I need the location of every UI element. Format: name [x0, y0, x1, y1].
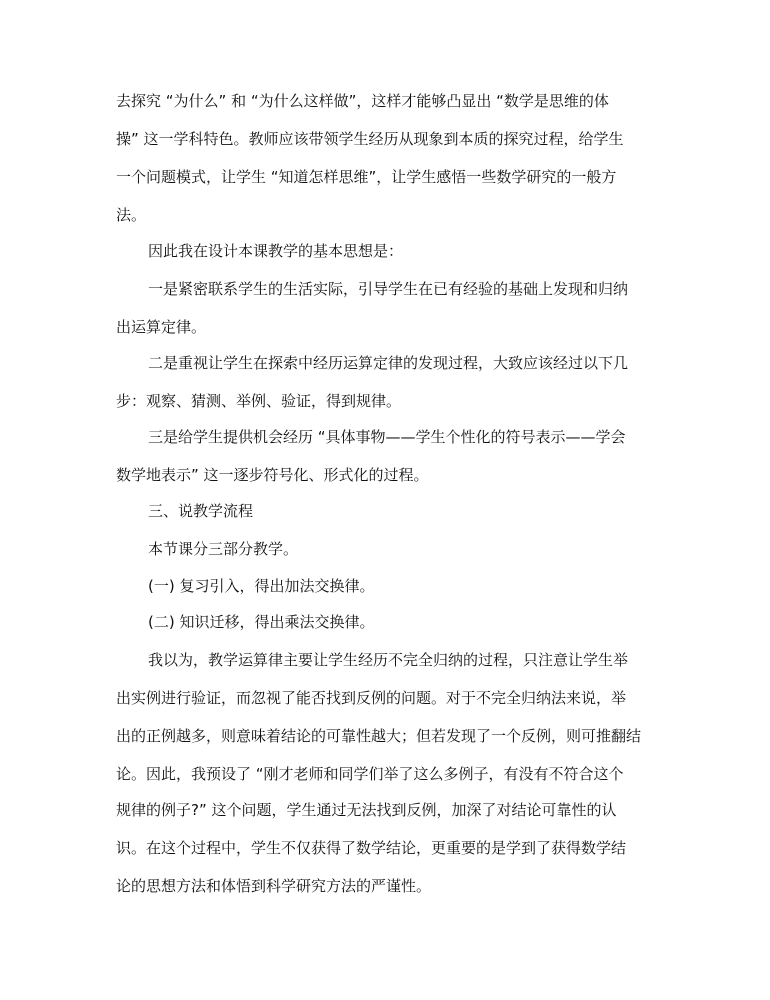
text-line: 论的思想方法和体悟到科学研究方法的严谨性。 [116, 877, 432, 895]
text-line: 本节课分三部分教学。 [148, 540, 299, 558]
list-item: (一) 复习引入，得出加法交换律。 [148, 577, 375, 595]
text-line: 一是紧密联系学生的生活实际，引导学生在已有经验的基础上发现和归纳 [148, 280, 629, 298]
text-line: 去探究 “为什么” 和 “为什么这样做”，这样才能够凸显出 “数学是思维的体 [116, 92, 609, 110]
text-line: 因此我在设计本课教学的基本思想是： [148, 242, 404, 260]
section-heading: 三、说教学流程 [148, 502, 254, 520]
text-line: 二是重视让学生在探索中经历运算定律的发现过程，大致应该经过以下几 [148, 354, 629, 372]
text-line: 三是给学生提供机会经历 “具体事物——学生个性化的符号表示——学会 [148, 428, 626, 446]
text-line: 法。 [116, 206, 147, 224]
text-line: 论。因此，我预设了 “刚才老师和同学们举了这么多例子，有没有不符合这个 [116, 765, 624, 783]
text-line: 出实例进行验证，而忽视了能否找到反例的问题。对于不完全归纳法来说，举 [116, 689, 627, 707]
text-line: 出的正例越多，则意味着结论的可靠性越大；但若发现了一个反例，则可推翻结 [116, 727, 642, 745]
text-line: 一个问题模式，让学生 “知道怎样思维”，让学生感悟一些数学研究的一般方 [116, 168, 617, 186]
text-line: 步：观察、猜测、举例、验证，得到规律。 [116, 392, 402, 410]
text-line: 数学地表示” 这一逐步符号化、形式化的过程。 [116, 466, 429, 484]
list-item: (二) 知识迁移，得出乘法交换律。 [148, 613, 375, 631]
text-line: 识。在这个过程中，学生不仅获得了数学结论，更重要的是学到了获得数学结 [116, 839, 627, 857]
text-line: 操” 这一学科特色。教师应该带领学生经历从现象到本质的探究过程，给学生 [116, 130, 624, 148]
text-line: 我以为，教学运算律主要让学生经历不完全归纳的过程，只注意让学生举 [148, 651, 629, 669]
text-line: 规律的例子?” 这个问题，学生通过无法找到反例，加深了对结论可靠性的认 [116, 801, 617, 819]
text-line: 出运算定律。 [116, 318, 207, 336]
